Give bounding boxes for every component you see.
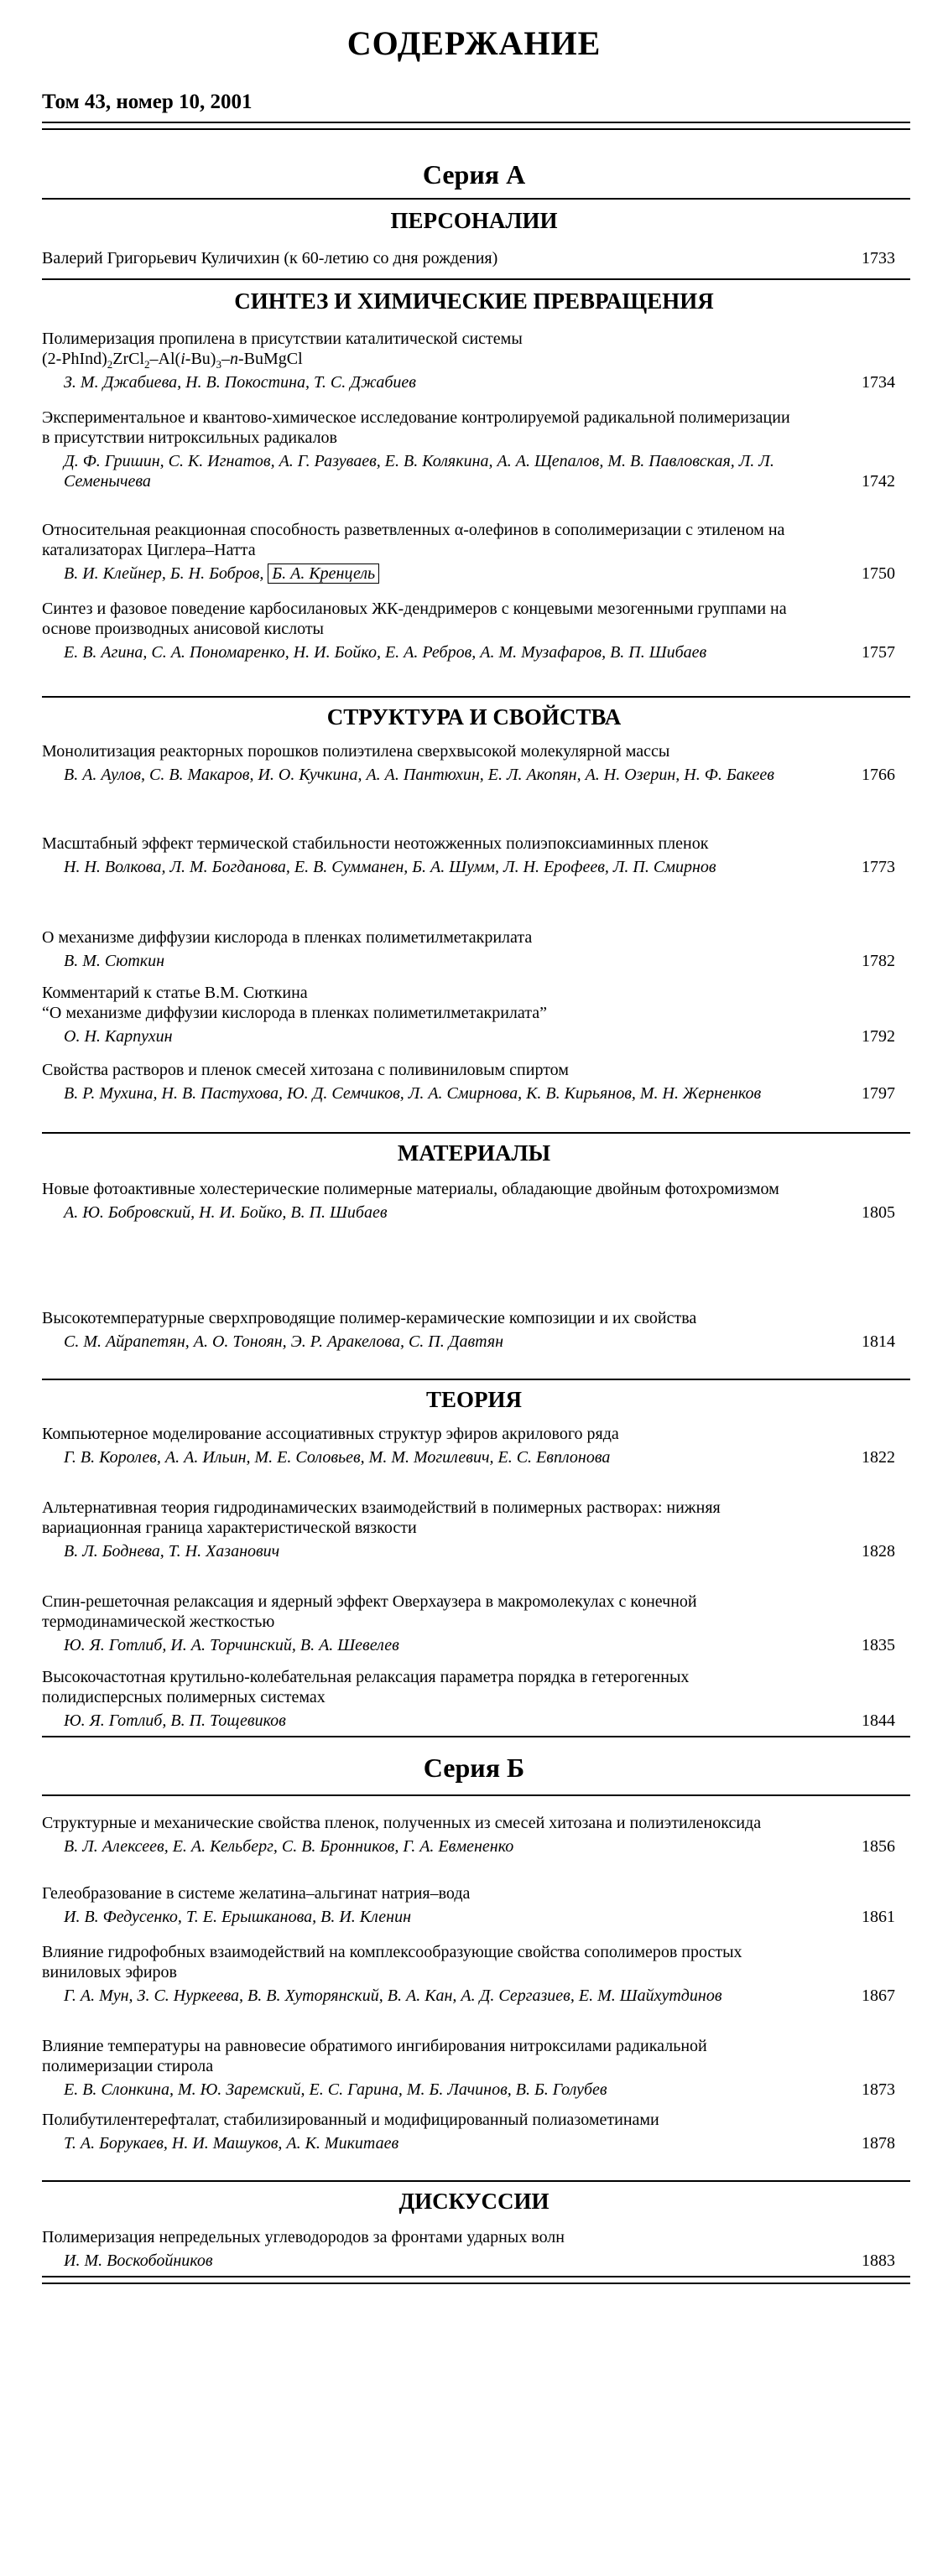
entry-page: 1805 [862, 1203, 895, 1222]
toc-entry[interactable] [42, 927, 910, 971]
entry-title: Полибутилентерефталат, стабилизированный и модифицированный полиазометинами [42, 2111, 659, 2129]
entry-title: Влияние гидрофобных взаимодействий на комплексообразующие свойства сополимеров простых виниловых эфиров [42, 1943, 742, 1981]
entry-title: Спин-решеточная релаксация и ядерный эффект Оверхаузера в макромолекулах с конечной термодинамической жесткостью [42, 1592, 697, 1631]
entry-title: Полимеризация пропилена в присутствии каталитической системы $(2-PhInd)_2ZrCl_2-Al(i-Bu)_3-n$-BuMgCl [42, 330, 523, 371]
divider [42, 1379, 910, 1380]
section-heading-diskussii: ДИСКУССИИ [398, 2189, 550, 2214]
divider [42, 2276, 910, 2284]
entry-page: 1766 [862, 766, 895, 784]
entry-title: Монолитизация реакторных порошков полиэтилена сверхвысокой молекулярной массы [42, 742, 670, 761]
series-a-heading: Серия А [422, 159, 526, 190]
entry-title: Масштабный эффект термической стабильности неотожженных полиэпоксиаминных пленок [42, 834, 709, 853]
entry-authors: Н. Н. Волкова, Л. М. Богданова, Е. В. Сумманен, Б. А. Шумм, Л. Н. Ерофеев, Л. П. Смирнов [64, 858, 716, 876]
deceased-author-box: Б. А. Кренцель [268, 564, 379, 584]
toc-entry[interactable] [42, 2036, 910, 2100]
entry-title: Высокочастотная крутильно-колебательная релаксация параметра порядка в гетерогенных полидисперсных полимерных системах [42, 1668, 690, 1706]
entry-title: Высокотемпературные сверхпроводящие полимер-керамические композиции и их свойства [42, 1309, 697, 1327]
entry-title: Полимеризация непредельных углеводородов за фронтами ударных волн [42, 2228, 565, 2246]
divider [42, 278, 910, 280]
section-heading-teoriya: ТЕОРИЯ [425, 1387, 522, 1412]
entry-authors: И. В. Федусенко, Т. Е. Ерышканова, В. И. Кленин [64, 1908, 412, 1926]
entry-page: 1733 [862, 249, 895, 267]
entry-authors: Ю. Я. Готлиб, И. А. Торчинский, В. А. Шевелев [64, 1636, 399, 1654]
entry-page: 1742 [862, 472, 895, 491]
divider [42, 1794, 910, 1796]
entry-page: 1867 [862, 1987, 895, 2005]
entry-page: 1856 [862, 1837, 895, 1856]
entry-page: 1757 [862, 643, 895, 662]
entry-title: Структурные и механические свойства пленок, полученных из смесей хитозана и полиэтиленоксида [42, 1814, 762, 1832]
entry-authors: Е. В. Слонкина, М. Ю. Заремский, Е. С. Гарина, М. Б. Лачинов, В. Б. Голубев [64, 2080, 607, 2099]
volume-info: Том 43, номер 10, 2001 [42, 91, 253, 113]
entry-authors: Г. В. Королев, А. А. Ильин, М. Е. Соловьев, М. М. Могилевич, Е. С. Евплонова [64, 1448, 611, 1467]
toc-entry[interactable] [42, 248, 910, 268]
entry-page: 1861 [862, 1908, 895, 1926]
toc-entry[interactable] [42, 1498, 910, 1561]
section-heading-struktura: СТРУКТУРА И СВОЙСТВА [326, 704, 622, 730]
entry-title: Экспериментальное и квантово-химическое исследование контролируемой радикальной полимеризации в присутствии нитроксильных радикалов [42, 408, 790, 447]
toc-entry[interactable] [42, 2227, 910, 2271]
entry-title: Влияние температуры на равновесие обратимого ингибирования нитроксилами радикальной полимеризации стирола [42, 2037, 707, 2075]
toc-entry[interactable] [42, 599, 910, 662]
entry-title: Комментарий к статье В.М. Сюткина “О механизме диффузии кислорода в пленках полиметилметакрилата” [42, 984, 547, 1022]
entry-title: Альтернативная теория гидродинамических взаимодействий в полимерных растворах: нижняя вариационная граница характеристической вязкости [42, 1498, 721, 1537]
divider [42, 198, 910, 200]
entry-authors: В. Л. Боднева, Т. Н. Хазанович [64, 1542, 280, 1561]
entry-title: Компьютерное моделирование ассоциативных структур эфиров акрилового ряда [42, 1425, 619, 1443]
series-b-heading: Серия Б [423, 1753, 525, 1783]
entry-title: О механизме диффузии кислорода в пленках полиметилметакрилата [42, 928, 533, 947]
entry-authors: В. М. Сюткин [64, 952, 165, 970]
divider [42, 1132, 910, 1134]
catalyst-formula: $(2-PhInd)_2ZrCl_2-Al(i-Bu)_3-n$-BuMgCl [42, 350, 303, 371]
toc-entry[interactable] [42, 741, 910, 785]
divider [42, 2180, 910, 2182]
entry-authors: С. М. Айрапетян, А. О. Тоноян, Э. Р. Аракелова, С. П. Давтян [64, 1332, 504, 1351]
entry-page: 1792 [862, 1027, 895, 1046]
entry-authors: В. Р. Мухина, Н. В. Пастухова, Ю. Д. Семчиков, Л. А. Смирнова, К. В. Кирьянов, М. Н. Жерненков [64, 1084, 762, 1103]
divider [42, 122, 910, 130]
section-heading-materialy: МАТЕРИАЛЫ [397, 1140, 551, 1166]
toc-entry[interactable] [42, 1667, 910, 1731]
toc-entry[interactable] [42, 1813, 910, 1857]
entry-title: Относительная реакционная способность разветвленных α-олефинов в сополимеризации с этиленом на катализаторах Циглера–Натта [42, 521, 785, 559]
toc-entry[interactable] [42, 983, 910, 1046]
entry-authors: И. М. Воскобойников [64, 2251, 213, 2270]
toc-entry[interactable] [42, 1308, 910, 1352]
toc-entry[interactable] [42, 1942, 910, 2006]
toc-entry[interactable] [42, 1179, 910, 1223]
toc-entry[interactable] [42, 2110, 910, 2153]
entry-authors: Д. Ф. Гришин, С. К. Игнатов, А. Г. Разуваев, Е. В. Колякина, А. А. Щепалов, М. В. Павловская, Л. Л. Семенычева [64, 452, 774, 491]
page-title: СОДЕРЖАНИЕ [346, 24, 602, 62]
entry-authors: З. М. Джабиева, Н. В. Покостина, Т. С. Джабиев [64, 373, 416, 392]
entry-page: 1734 [862, 373, 895, 392]
entry-page: 1797 [862, 1084, 895, 1103]
divider [42, 1736, 910, 1737]
toc-entry[interactable] [42, 1592, 910, 1655]
entry-page: 1782 [862, 952, 895, 970]
entry-authors: Ю. Я. Готлиб, В. П. Тощевиков [64, 1711, 286, 1730]
entry-page: 1750 [862, 564, 895, 583]
entry-authors: Т. А. Борукаев, Н. И. Машуков, А. К. Микитаев [64, 2134, 399, 2153]
entry-page: 1822 [862, 1448, 895, 1467]
entry-page: 1844 [862, 1711, 895, 1730]
entry-title: Синтез и фазовое поведение карбосилановых ЖК-дендримеров с концевыми мезогенными группами на основе производных анисовой кислоты [42, 600, 787, 638]
entry-authors: Е. В. Агина, С. А. Пономаренко, Н. И. Бойко, Е. А. Ребров, А. М. Музафаров, В. П. Шибаев [64, 643, 707, 662]
entry-authors: А. Ю. Бобровский, Н. И. Бойко, В. П. Шибаев [64, 1203, 388, 1222]
entry-title: Валерий Григорьевич Куличихин (к 60-летию со дня рождения) [42, 249, 498, 267]
entry-title: Свойства растворов и пленок смесей хитозана с поливиниловым спиртом [42, 1061, 569, 1079]
entry-page: 1773 [862, 858, 895, 876]
toc-entry[interactable] [42, 834, 910, 877]
entry-title: Гелеобразование в системе желатина–альгинат натрия–вода [42, 1884, 471, 1903]
entry-page: 1883 [862, 2251, 895, 2270]
entry-page: 1873 [862, 2080, 895, 2099]
entry-page: 1814 [862, 1332, 895, 1351]
entry-authors: В. И. Клейнер, Б. Н. Бобров, Б. А. Кренцель [64, 564, 910, 584]
toc-entry[interactable] [42, 1883, 910, 1927]
toc-entry[interactable] [42, 1060, 910, 1104]
divider [42, 696, 910, 698]
toc-entry[interactable] [42, 329, 910, 392]
entry-authors: В. А. Аулов, С. В. Макаров, И. О. Кучкина, А. А. Пантюхин, Е. Л. Акопян, А. Н. Озерин, Н. Ф. Бакеев [64, 766, 774, 784]
entry-authors: Г. А. Мун, З. С. Нуркеева, В. В. Хуторянский, В. А. Кан, А. Д. Сергазиев, Е. М. Шайхутдинов [64, 1987, 722, 2005]
toc-entry[interactable] [42, 520, 910, 584]
toc-entry[interactable] [42, 1424, 910, 1467]
entry-title: Новые фотоактивные холестерические полимерные материалы, обладающие двойным фотохромизмом [42, 1180, 779, 1198]
section-heading-personalii: ПЕРСОНАЛИИ [390, 208, 558, 233]
entry-page: 1878 [862, 2134, 895, 2153]
toc-entry[interactable] [42, 408, 910, 491]
entry-authors: В. Л. Алексеев, Е. А. Кельберг, С. В. Бронников, Г. А. Евмененко [64, 1837, 514, 1856]
section-heading-sintez: СИНТЕЗ И ХИМИЧЕСКИЕ ПРЕВРАЩЕНИЯ [234, 288, 714, 314]
entry-authors: О. Н. Карпухин [64, 1027, 173, 1046]
entry-page: 1828 [862, 1542, 895, 1561]
entry-page: 1835 [862, 1636, 895, 1654]
